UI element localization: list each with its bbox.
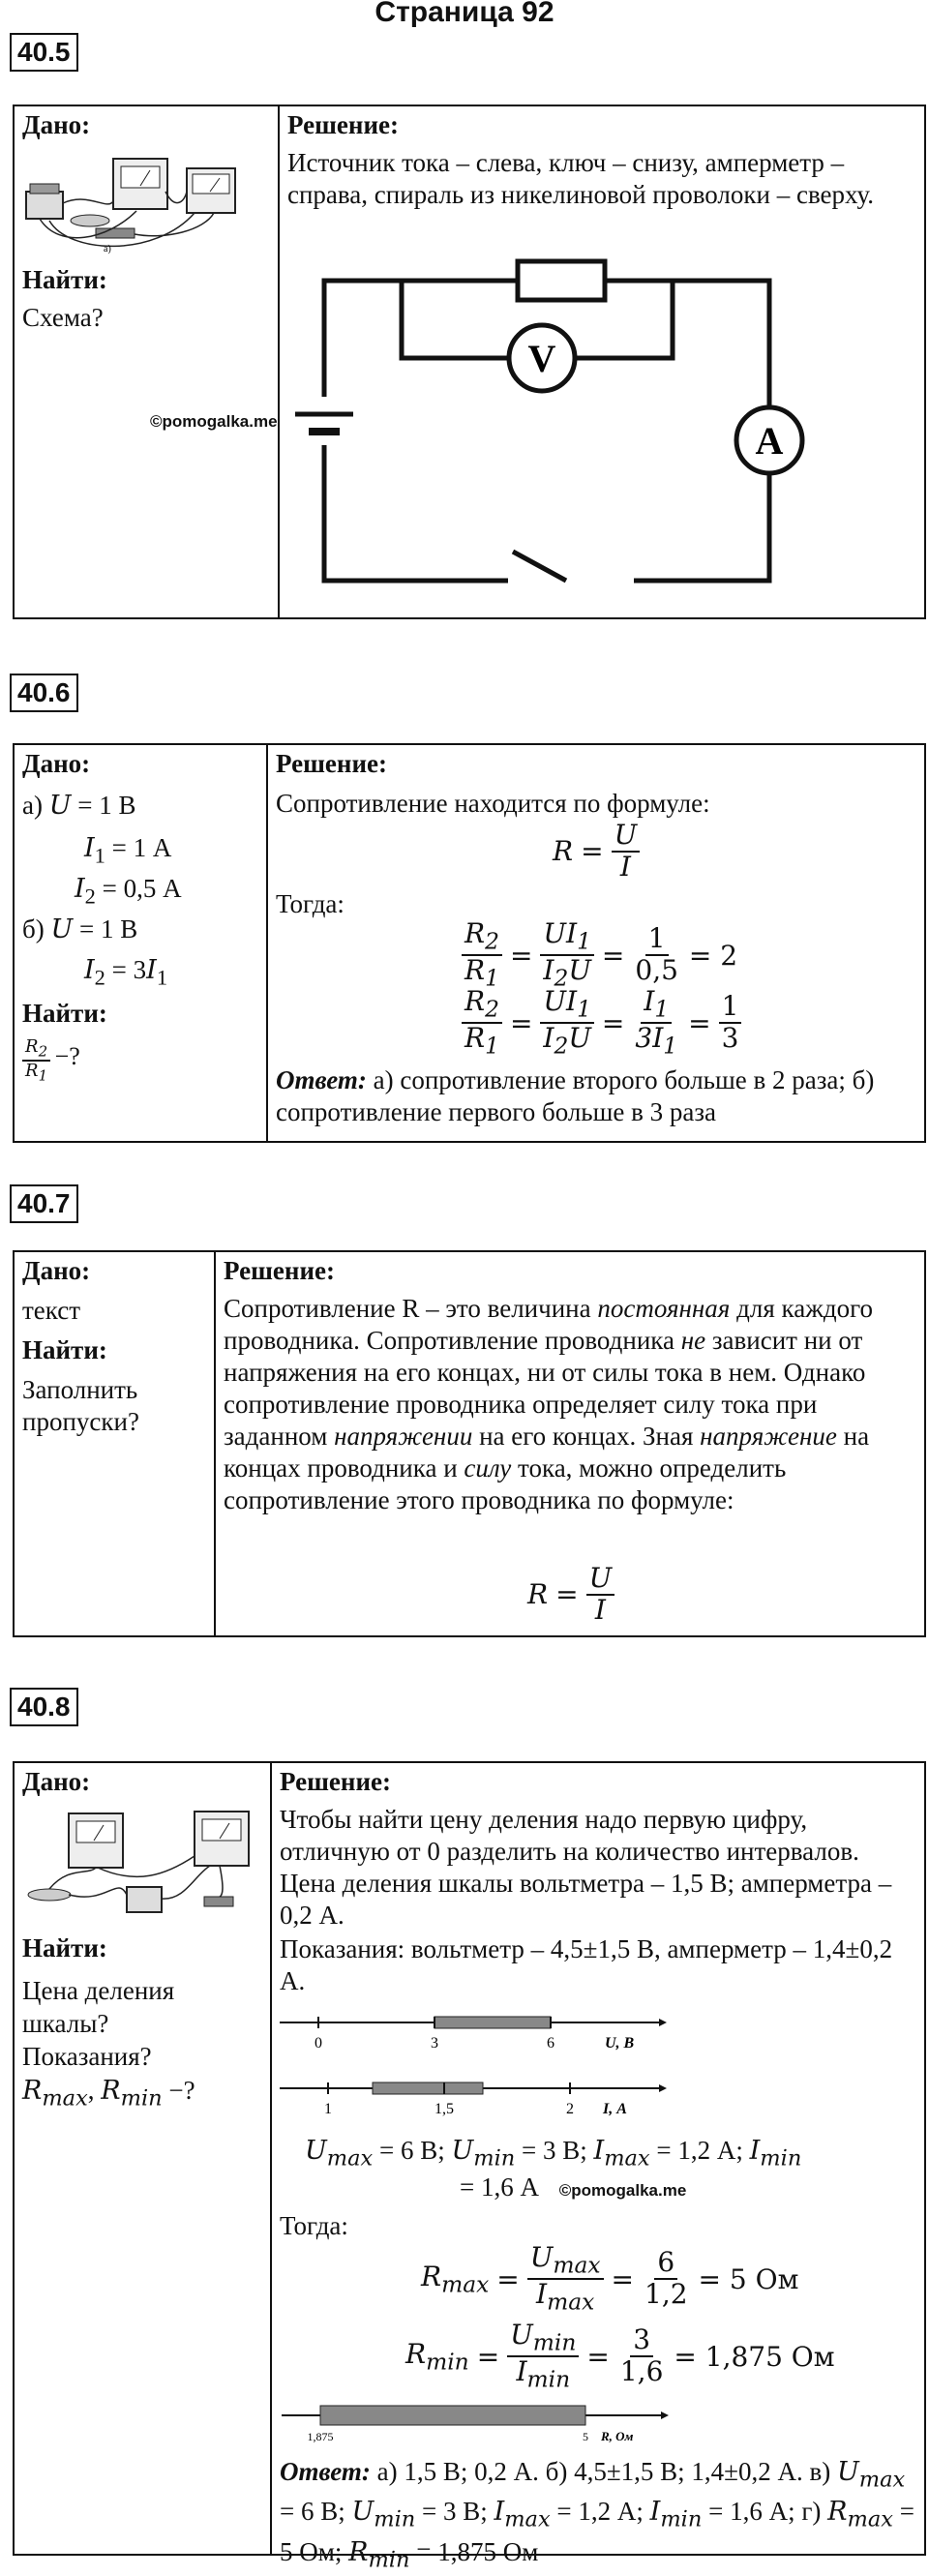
svg-text:5: 5 bbox=[583, 2430, 588, 2443]
svg-text:0: 0 bbox=[315, 2035, 322, 2052]
answer-text: Ответ: а) 1,5 В; 0,2 А. б) 4,5±1,5 В; 1,4±0,2 А. в) $U_{max} = 6$ В; $U_{min} = 3$ В; $I_{max} = 1,2$ А; $I_{min} = 1,6$ А; г) $R_{max} = 5$ Ом; $R_{min} = 1,875$ Ом bbox=[280, 2457, 914, 2573]
svg-text:I, А: I, А bbox=[603, 2101, 627, 2117]
problem-number-40-7: 40.7 bbox=[10, 1184, 78, 1223]
limits-line-2: = 1,6 А ©pomogalka.me bbox=[460, 2172, 687, 2202]
svg-text:а): а) bbox=[104, 244, 111, 255]
find-limits: $R_{max}$, $R_{min}$ −? bbox=[22, 2076, 195, 2112]
find-label: Найти: bbox=[22, 1933, 107, 1962]
resistance-scale bbox=[282, 2402, 669, 2450]
svg-text:6: 6 bbox=[547, 2035, 554, 2052]
problem-number-40-8: 40.8 bbox=[10, 1688, 78, 1726]
find-ratio: $\frac{R_2}{R_1}$ −? bbox=[22, 1037, 80, 1084]
ammeter-label: A bbox=[755, 419, 784, 463]
limits-line-1: $U_{max} = 6$ В; $U_{min} = 3$ В; $I_{max} = 1,2$ А; $I_{min}$ bbox=[305, 2136, 802, 2172]
given-label: Дано: bbox=[22, 1767, 91, 1796]
solution-text: Сопротивление R – это величина постоянная для каждого проводника. Сопротивление проводника не зависит ни от напряжения на его концах, ни от силы тока в нем. Однако сопротивление проводника определяет силу тока при заданном напряжении на его концах. Зная напряжение на концах проводника и силу тока, можно определить сопротивление этого проводника по формуле: bbox=[224, 1294, 873, 1514]
find-label: Найти: bbox=[22, 1335, 107, 1364]
solution-line1: Сопротивление находится по формуле: bbox=[276, 789, 710, 818]
svg-text:1,5: 1,5 bbox=[435, 2101, 454, 2117]
then-label: Тогда: bbox=[276, 889, 345, 918]
given-a: а) U = 1 В bbox=[22, 791, 136, 821]
solution-text-2: Показания: вольтметр – 4,5±1,5 В, амперметр – 1,4±0,2 А. bbox=[280, 1934, 893, 1995]
given-text: текст bbox=[22, 1296, 81, 1325]
find-text: Цена деления шкалы? Показания? bbox=[22, 1976, 175, 2071]
given-i2: $I_2 = 0,5$ А bbox=[75, 874, 182, 909]
svg-text:1,875: 1,875 bbox=[307, 2430, 334, 2443]
given-i1: $I_1 = 1$ А bbox=[84, 833, 172, 868]
apparatus-drawing bbox=[20, 1808, 262, 1924]
given-label: Дано: bbox=[22, 749, 91, 778]
solution-label: Решение: bbox=[287, 110, 399, 139]
solution-label: Решение: bbox=[224, 1256, 335, 1285]
rmin-eq: $R_{min}$ = $\frac{U_{min}}{I_{min}}$ = $\frac{3}{1,6}$ = 1,875 Ом bbox=[405, 2319, 835, 2393]
problem-40-7-table bbox=[13, 1250, 926, 1637]
circuit-diagram bbox=[285, 242, 827, 610]
voltmeter-label: V bbox=[527, 337, 556, 380]
apparatus-drawing bbox=[20, 153, 268, 259]
ratio-eq-1: $\frac{R_2}{R_1}$ = $\frac{UI_1}{I_2U}$ = $\frac{1}{0,5}$ = 2 bbox=[462, 919, 737, 992]
svg-text:U, В: U, В bbox=[605, 2035, 635, 2052]
solution-label: Решение: bbox=[280, 1767, 391, 1796]
page-title: Страница 92 bbox=[375, 0, 554, 28]
ammeter-scale bbox=[280, 2075, 667, 2123]
ratio-eq-2: $\frac{R_2}{R_1}$ = $\frac{UI_1}{I_2U}$ = $\frac{I_1}{3I_1}$ = $\frac{1}{3}$ bbox=[462, 987, 741, 1060]
rmax-eq: $R_{max}$ = $\frac{U_{max}}{I_{max}}$ = $\frac{6}{1,2}$ = 5 Ом bbox=[421, 2241, 799, 2316]
problem-40-8-table bbox=[13, 1761, 926, 2573]
solution-text-1: Чтобы найти цену деления надо первую цифру, отличную от 0 разделить на количество интервалов. Цена деления шкалы вольтметра – 1,5 В; амперметра – 0,2 А. bbox=[280, 1805, 892, 1930]
svg-text:1: 1 bbox=[324, 2101, 332, 2117]
problem-number-40-5: 40.5 bbox=[10, 33, 78, 72]
svg-text:R, Ом: R, Ом bbox=[601, 2429, 634, 2443]
find-text: Заполнить пропуски? bbox=[22, 1375, 139, 1436]
find-label: Найти: bbox=[22, 999, 107, 1028]
problem-40-5-table bbox=[13, 105, 926, 619]
solution-text: Источник тока – слева, ключ – снизу, амперметр – справа, спираль из никелиновой проволоки – сверху. bbox=[287, 148, 875, 209]
voltmeter-scale bbox=[280, 2009, 667, 2057]
svg-text:3: 3 bbox=[431, 2035, 438, 2052]
ohm-formula: R = $\frac{U}{I}$ bbox=[553, 821, 640, 883]
find-label: Найти: bbox=[22, 265, 107, 294]
problem-number-40-6: 40.6 bbox=[10, 674, 78, 712]
problem-40-6-table bbox=[13, 743, 926, 1143]
then-label: Тогда: bbox=[280, 2211, 348, 2240]
solution-label: Решение: bbox=[276, 749, 387, 778]
given-label: Дано: bbox=[22, 1256, 91, 1285]
svg-text:2: 2 bbox=[566, 2101, 574, 2117]
given-i2b: $I_2 = 3I_1$ bbox=[84, 955, 168, 990]
answer-text: Ответ: а) сопротивление второго больше в 2 раза; б) сопротивление первого больше в 3 раза bbox=[276, 1065, 875, 1126]
watermark: ©pomogalka.me bbox=[150, 412, 278, 431]
given-label: Дано: bbox=[22, 110, 91, 139]
ohm-formula: R = $\frac{U}{I}$ bbox=[527, 1564, 614, 1626]
find-text: Схема? bbox=[22, 303, 104, 332]
given-b: б) U = 1 В bbox=[22, 914, 138, 944]
